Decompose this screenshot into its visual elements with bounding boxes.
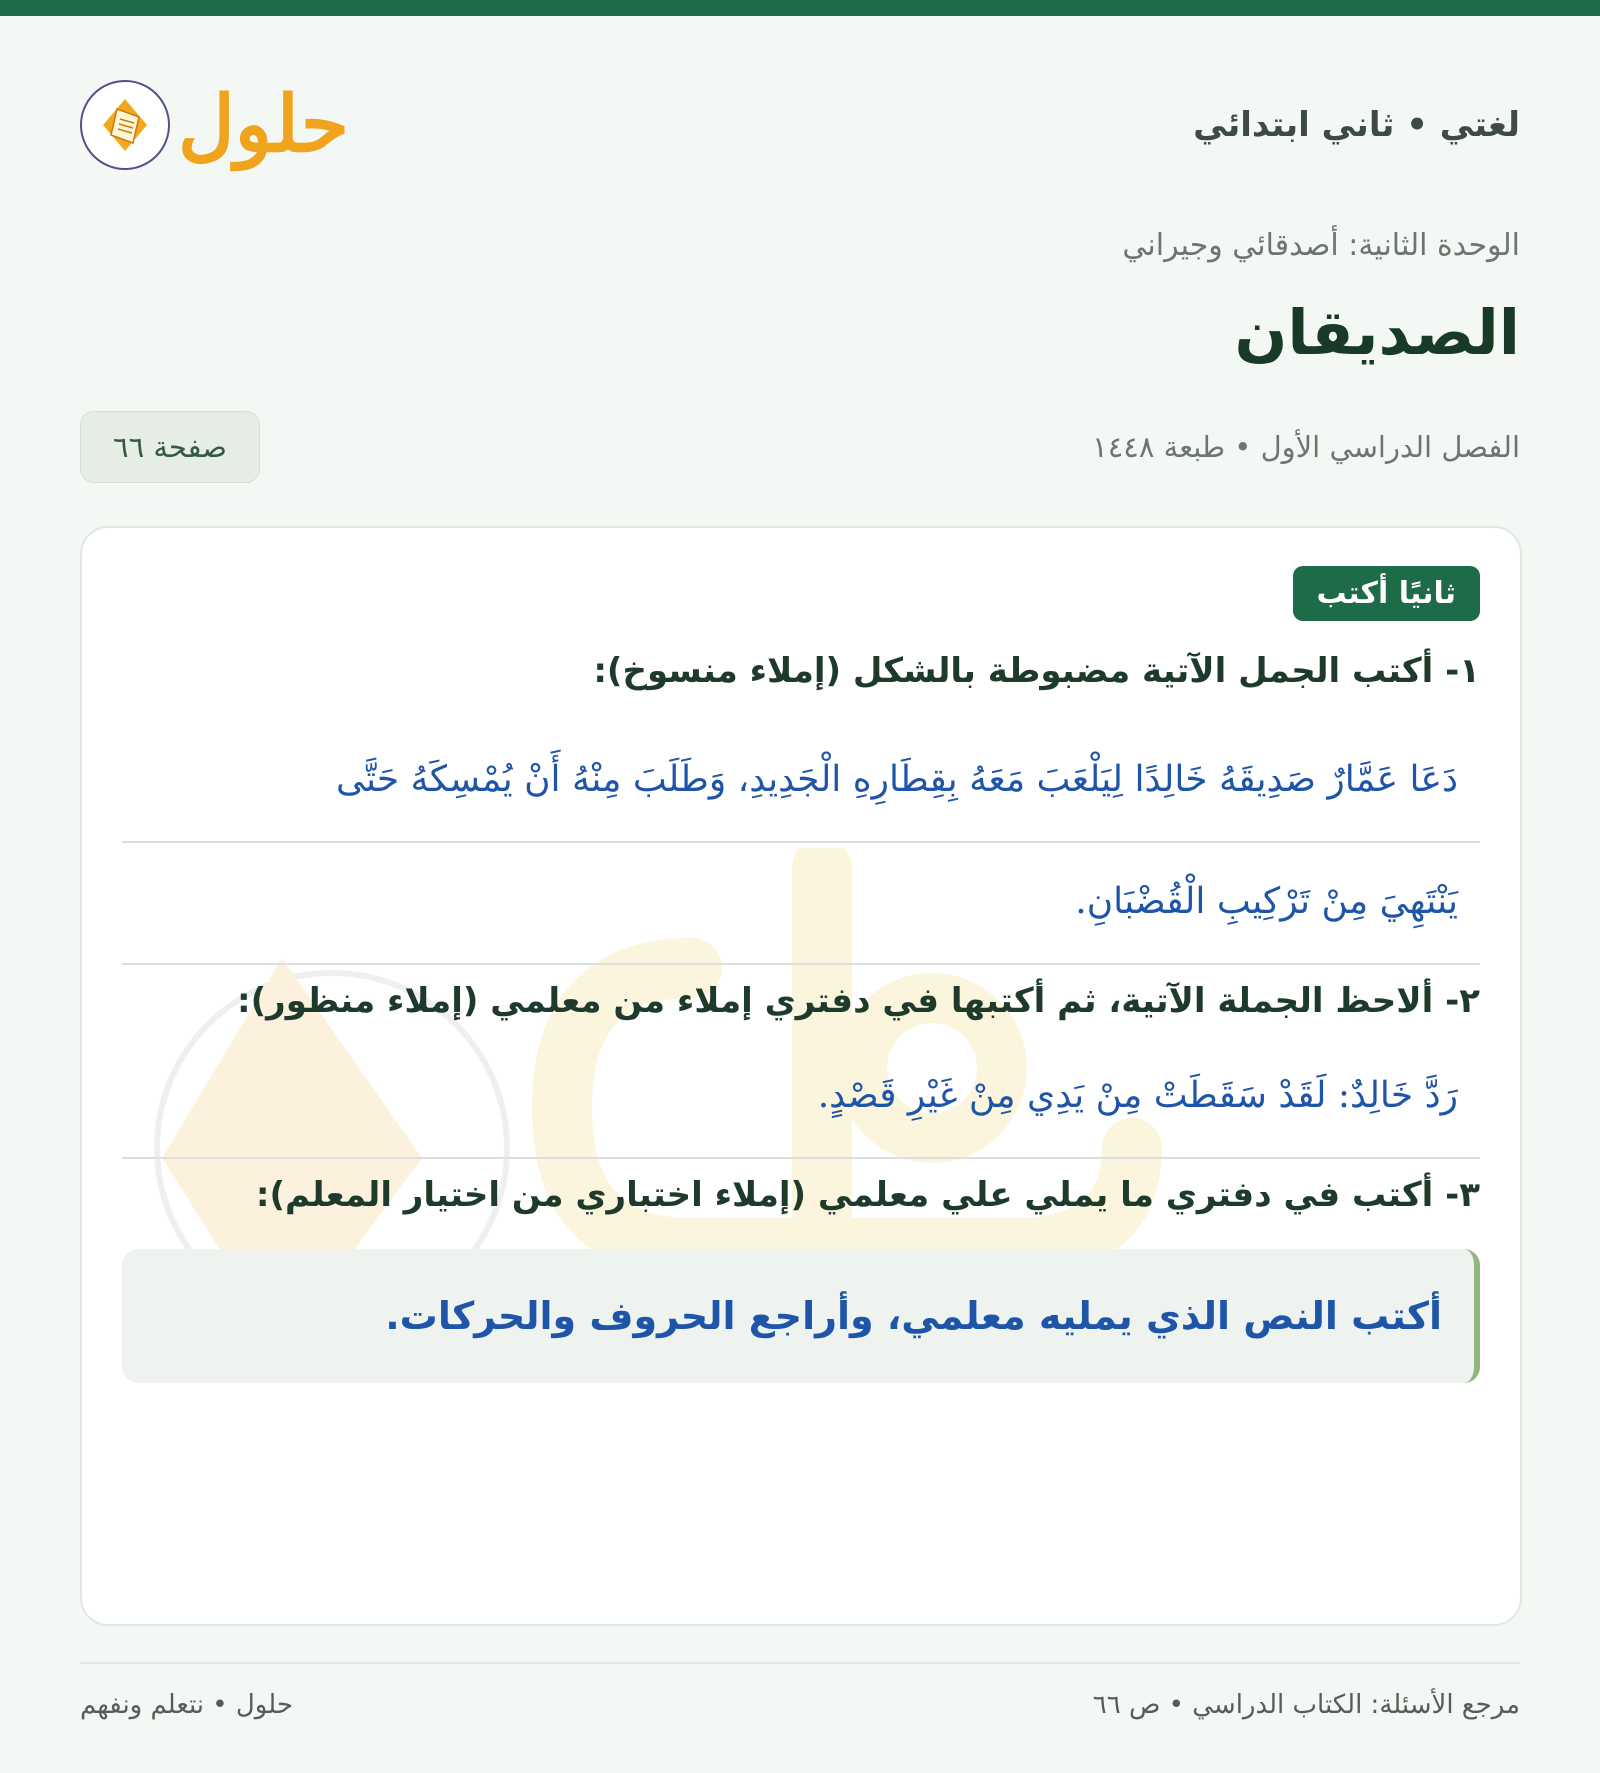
question-1: ١- أكتب الجمل الآتية مضبوطة بالشكل (إملاء منسوخ): — [593, 651, 1480, 691]
footer-reference: مرجع الأسئلة: الكتاب الدراسي • ص ٦٦ — [1092, 1690, 1520, 1720]
dictation-line-1: دَعَا عَمَّارٌ صَدِيقَهُ خَالِدًا لِيَلْعَبَ مَعَهُ بِقِطَارِهِ الْجَدِيدِ، وَطَلَبَ مِنْهُ أَنْ يُمْسِكَهُ حَتَّى — [122, 721, 1480, 843]
page-footer — [80, 1690, 1520, 1720]
dictation-line-3: رَدَّ خَالِدٌ: لَقَدْ سَقَطَتْ مِنْ يَدِي مِنْ غَيْرِ قَصْدٍ. — [122, 1037, 1480, 1159]
footer-divider — [80, 1662, 1520, 1664]
dictation-line-2: يَنْتَهِيَ مِنْ تَرْكِيبِ الْقُضْبَانِ. — [122, 843, 1480, 965]
footer-tagline: حلول • نتعلم ونفهم — [80, 1690, 293, 1720]
top-accent-bar — [0, 0, 1600, 16]
semester-edition: الفصل الدراسي الأول • طبعة ١٤٤٨ — [1092, 430, 1520, 464]
exercise-card — [80, 526, 1522, 1626]
book-icon — [80, 80, 170, 170]
lesson-title: الصديقان — [1234, 296, 1520, 369]
question-2: ٢- ألاحظ الجملة الآتية، ثم أكتبها في دفتري إملاء من معلمي (إملاء منظور): — [237, 981, 1480, 1021]
page-header — [80, 60, 1520, 190]
section-badge: ثانيًا أكتب — [1293, 566, 1480, 621]
answer-box: أكتب النص الذي يمليه معلمي، وأراجع الحروف والحركات. — [122, 1249, 1480, 1383]
page-number-chip: صفحة ٦٦ — [80, 411, 260, 483]
hulul-logo[interactable] — [80, 80, 349, 170]
logo-wordmark: حلول — [178, 79, 350, 170]
subject-title: لغتي • ثاني ابتدائي — [1193, 105, 1520, 145]
meta-row — [80, 412, 1520, 482]
unit-label: الوحدة الثانية: أصدقائي وجيراني — [1122, 228, 1520, 263]
exercise-content — [122, 566, 1480, 1383]
question-3: ٣- أكتب في دفتري ما يملي علي معلمي (إملاء اختباري من اختيار المعلم): — [255, 1175, 1480, 1215]
